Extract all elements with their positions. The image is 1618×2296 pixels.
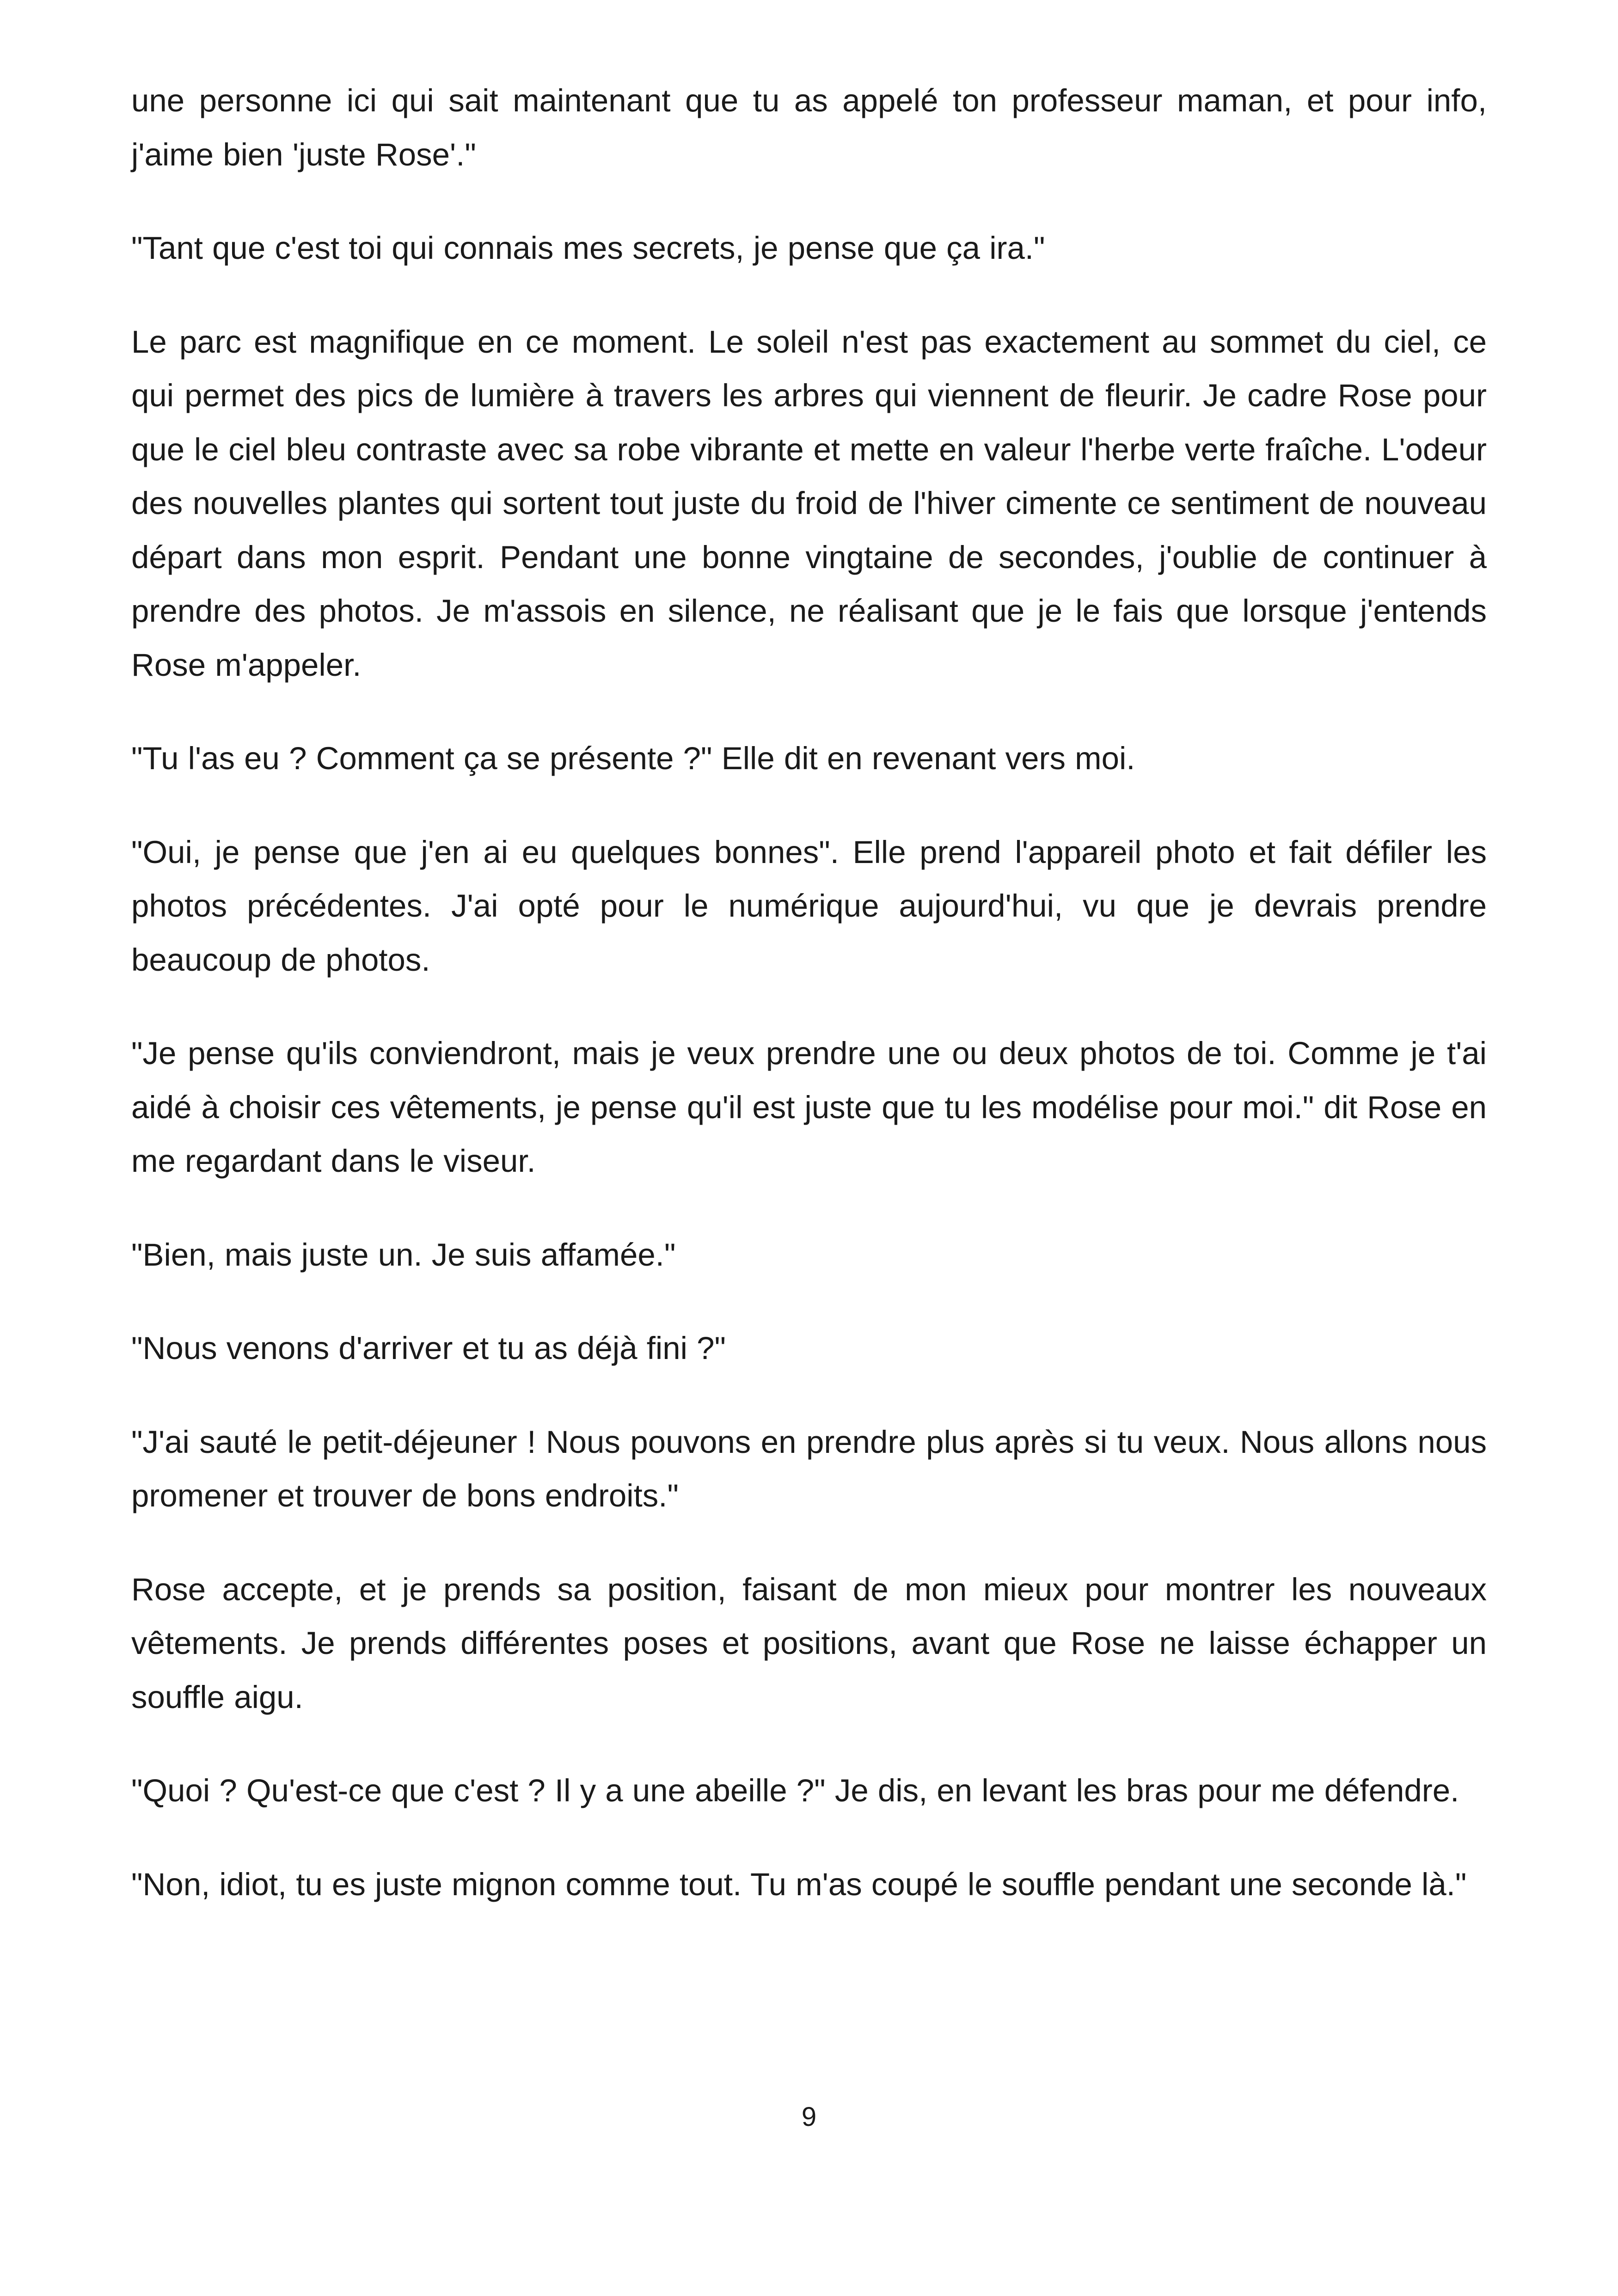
paragraph: "Non, idiot, tu es juste mignon comme tout. Tu m'as coupé le souffle pendant une seconde là." — [131, 1866, 1467, 1902]
paragraph: une personne ici qui sait maintenant que tu as appelé ton professeur maman, et pour info, j'aime bien 'juste Rose'." — [131, 83, 1487, 172]
paragraph: Rose accepte, et je prends sa position, faisant de mon mieux pour montrer les nouveaux vêtements. Je prends différentes poses et positions, avant que Rose ne laisse échapper un souffle aigu. — [131, 1571, 1487, 1715]
paragraph: "Je pense qu'ils conviendront, mais je veux prendre une ou deux photos de toi. Comme je t'ai aidé à choisir ces vêtements, je pense qu'il est juste que tu les modélise pour moi." dit Rose en me regardant dans le viseur. — [131, 1035, 1487, 1179]
paragraph: "J'ai sauté le petit-déjeuner ! Nous pouvons en prendre plus après si tu veux. Nous allons nous promener et trouver de bons endroits." — [131, 1424, 1487, 1513]
page-number: 9 — [801, 2102, 817, 2132]
paragraph: "Nous venons d'arriver et tu as déjà fini ?" — [131, 1330, 726, 1366]
paragraph: "Oui, je pense que j'en ai eu quelques bonnes". Elle prend l'appareil photo et fait défiler les photos précédentes. J'ai opté pour le numérique aujourd'hui, vu que je devrais prendre beaucoup de photos. — [131, 834, 1487, 978]
paragraph: "Tant que c'est toi qui connais mes secrets, je pense que ça ira." — [131, 230, 1045, 266]
paragraph: "Tu l'as eu ? Comment ça se présente ?" Elle dit en revenant vers moi. — [131, 741, 1135, 776]
paragraph: Le parc est magnifique en ce moment. Le soleil n'est pas exactement au sommet du ciel, ce qui permet des pics de lumière à travers les arbres qui viennent de fleurir. Je cadre Rose pour que le ciel bleu contraste avec sa robe vibrante et mette en valeur l'herbe verte fraîche. L'odeur des nouvelles plantes qui sortent tout juste du froid de l'hiver cimente ce sentiment de nouveau départ dans mon esprit. Pendant une bonne vingtaine de secondes, j'oublie de continuer à prendre des photos. Je m'assois en silence, ne réalisant que je le fais que lorsque j'entends Rose m'appeler. — [131, 324, 1487, 683]
body-text — [131, 74, 1487, 1951]
paragraph: "Bien, mais juste un. Je suis affamée." — [131, 1237, 676, 1273]
paragraph: "Quoi ? Qu'est-ce que c'est ? Il y a une abeille ?" Je dis, en levant les bras pour me défendre. — [131, 1773, 1459, 1808]
